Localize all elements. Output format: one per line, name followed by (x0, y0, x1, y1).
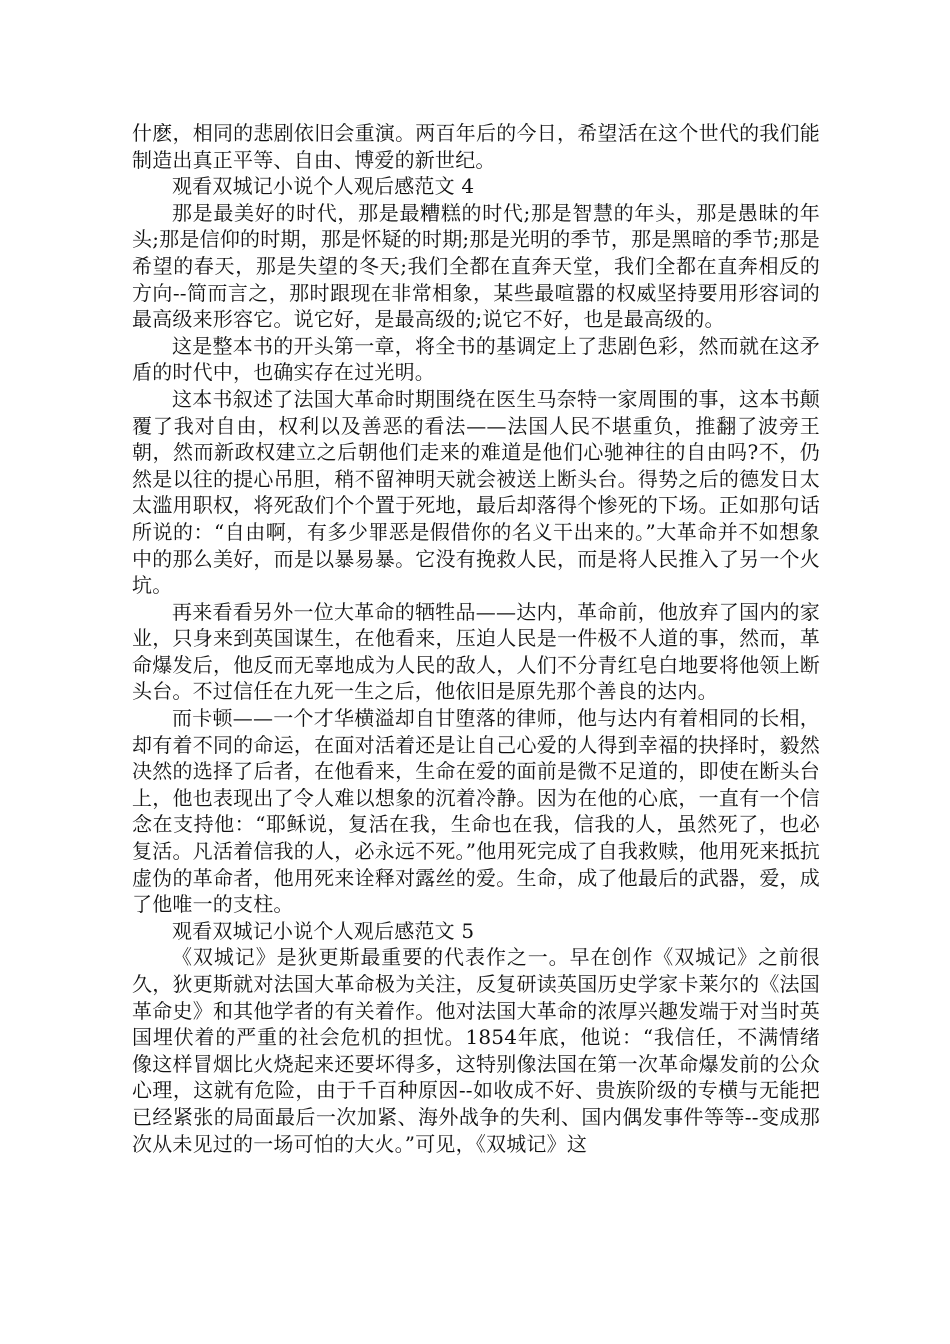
paragraph: 而卡顿——一个才华横溢却自甘堕落的律师，他与达内有着相同的长相，却有着不同的命运，在面对活着还是让自己心爱的人得到幸福的抉择时，毅然决然的选择了后者，在他看来，生命在爱的面前是微不足道的，即使在断头台上，他也表现出了令人难以想象的沉着冷静。因为在他的心底，一直有一个信念在支持他：“耶稣说，复活在我，生命也在我，信我的人，虽然死了，也必复活。凡活着信我的人，必永远不死。”他用死完成了自我救赎，他用死来抵抗虚伪的革命者，他用死来诠释对露丝的爱。生命，成了他最后的武器，爱，成了他唯一的支柱。 (132, 706, 820, 917)
paragraph: 《双城记》是狄更斯最重要的代表作之一。早在创作《双城记》之前很久，狄更斯就对法国大革命极为关注，反复研读英国历史学家卡莱尔的《法国革命史》和其他学者的有关着作。他对法国大革命的浓厚兴趣发端于对当时英国埋伏着的严重的社会危机的担忧。1854年底，他说：“我信任，不满情绪像这样冒烟比火烧起来还要坏得多，这特别像法国在第一次革命爆发前的公众心理，这就有危险，由于千百种原因--如收成不好、贵族阶级的专横与无能把已经紧张的局面最后一次加紧、海外战争的失利、国内偶发事件等等--变成那次从未见过的一场可怕的大火。”可见，《双城记》这 (132, 945, 820, 1156)
paragraph: 再来看看另外一位大革命的牺牲品——达内，革命前，他放弃了国内的家业，只身来到英国谋生，在他看来，压迫人民是一件极不人道的事，然而，革命爆发后，他反而无辜地成为人民的敌人，人们不分青红皂白地要将他领上断头台。不过信任在九死一生之后，他依旧是原先那个善良的达内。 (132, 599, 820, 704)
document-page (132, 120, 820, 1157)
section-heading-4: 观看双城记小说个人观后感范文 4 (172, 174, 475, 199)
paragraph: 这是整本书的开头第一章，将全书的基调定上了悲剧色彩，然而就在这矛盾的时代中，也确实存在过光明。 (132, 333, 820, 385)
paragraph-continuation: 什麽，相同的悲剧依旧会重演。两百年后的今日，希望活在这个世代的我们能制造出真正平等、自由、博爱的新世纪。 (132, 121, 820, 172)
section-heading-5: 观看双城记小说个人观后感范文 5 (172, 918, 475, 943)
paragraph: 这本书叙述了法国大革命时期围绕在医生马奈特一家周围的事，这本书颠覆了我对自由，权利以及善恶的看法——法国人民不堪重负，推翻了波旁王朝，然而新政权建立之后朝他们走来的难道是他们心驰神往的自由吗?不，仍然是以往的提心吊胆，稍不留神明天就会被送上断头台。得势之后的德发日太太滥用职权，将死敌们个个置于死地，最后却落得个惨死的下场。正如那句话所说的：“自由啊，有多少罪恶是假借你的名义干出来的。”大革命并不如想象中的那么美好，而是以暴易暴。它没有挽救人民，而是将人民推入了另一个火坑。 (132, 386, 820, 598)
paragraph: 那是最美好的时代，那是最糟糕的时代;那是智慧的年头，那是愚昧的年头;那是信仰的时期，那是怀疑的时期;那是光明的季节，那是黑暗的季节;那是希望的春天，那是失望的冬天;我们全都在直奔天堂，我们全都在直奔相反的方向--简而言之，那时跟现在非常相象，某些最喧嚣的权威坚持要用形容词的最高级来形容它。说它好，是最高级的;说它不好，也是最高级的。 (132, 200, 820, 332)
